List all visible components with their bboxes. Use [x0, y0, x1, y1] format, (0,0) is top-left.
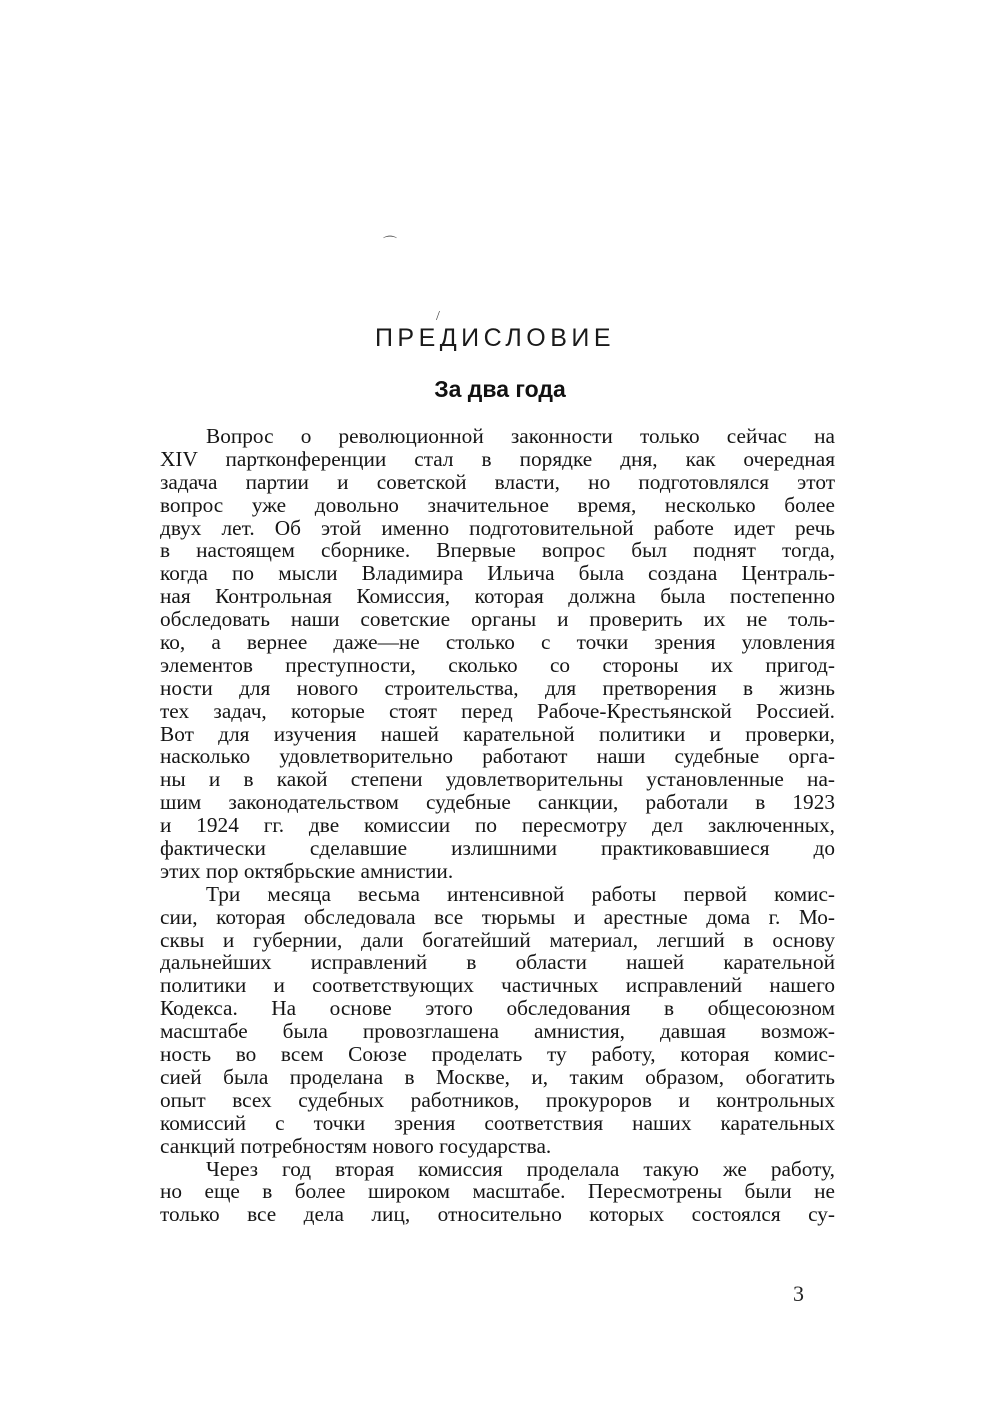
text-line: задача партии и советской власти, но подготовлялся этот [160, 469, 835, 494]
text-line: Через год вторая комиссия проделала такую же работу, [206, 1156, 835, 1181]
text-line: санкций потребностям нового государства. [160, 1133, 552, 1158]
text-line: Три месяца весьма интенсивной работы первой комис- [206, 881, 835, 906]
text-line: ко, а вернее даже—не столько с точки зрения уловления [160, 630, 835, 655]
text-line: ны и в какой степени удовлетворительны установленные на- [160, 767, 835, 792]
text-line: только все дела лиц, относительно которых состоялся су- [160, 1202, 835, 1227]
body-text [160, 425, 835, 1226]
text-line: Кодекса. На основе этого обследования в общесоюзном [160, 996, 835, 1021]
text-line: обследовать наши советские органы и проверить их не толь- [160, 607, 835, 632]
text-line: вопрос уже довольно значительное время, несколько более [160, 492, 835, 517]
text-line: политики и соответствующих частичных исправлений нашего [160, 973, 835, 998]
stray-mark: ⌒ [383, 237, 397, 252]
text-line: Вот для изучения нашей карательной политики и проверки, [160, 721, 835, 746]
text-line: элементов преступности, сколько со стороны их пригод- [160, 652, 835, 677]
text-line: сквы и губернии, дали богатейший материал, легший в основу [160, 927, 835, 952]
text-line: масштабе была провозглашена амнистия, давшая возмож- [160, 1019, 835, 1044]
text-line: Вопрос о революционной законности только сейчас на [206, 424, 835, 448]
text-line: фактически сделавшие излишними практиковавшиеся до [160, 836, 835, 861]
text-line: опыт всех судебных работников, прокуроров и контрольных [160, 1087, 835, 1112]
text-line: ности для нового строительства, для претворения в жизнь [160, 675, 835, 700]
text-line: шим законодательством судебные санкции, работали в 1923 [160, 790, 835, 815]
text-line: тех задач, которые стоят перед Рабоче-Крестьянской Россией. [160, 698, 835, 723]
text-line: в настоящем сборнике. Впервые вопрос был поднят тогда, [160, 538, 835, 563]
section-title: За два года [434, 376, 566, 402]
text-line: и 1924 гг. две комиссии по пересмотру дел заключенных, [160, 813, 835, 838]
stray-mark: / [436, 309, 440, 324]
text-line: но еще в более широком масштабе. Пересмотрены были не [160, 1179, 835, 1204]
text-line: сией была проделана в Москве, и, таким образом, обогатить [160, 1064, 835, 1089]
text-line: этих пор октябрьские амнистии. [160, 858, 454, 883]
text-line: насколько удовлетворительно работают наши судебные орга- [160, 744, 835, 769]
text-line: XIV партконференции стал в порядке дня, как очередная [160, 446, 835, 471]
page-number: 3 [793, 1281, 804, 1306]
text-line: ность во всем Союзе проделать ту работу, которая комис- [160, 1042, 835, 1067]
text-line: ная Контрольная Комиссия, которая должна была постепенно [160, 584, 835, 609]
text-line: сии, которая обследовала все тюрьмы и арестные дома г. Мо- [160, 904, 835, 929]
text-line: дальнейших исправлений в области нашей карательной [160, 950, 835, 975]
chapter-title: ПРЕДИСЛОВИЕ [374, 324, 616, 352]
text-line: когда по мысли Владимира Ильича была создана Централь- [160, 561, 835, 586]
text-line: комиссий с точки зрения соответствия наших карательных [160, 1110, 835, 1135]
text-line: двух лет. Об этой именно подготовительной работе идет речь [160, 515, 835, 540]
